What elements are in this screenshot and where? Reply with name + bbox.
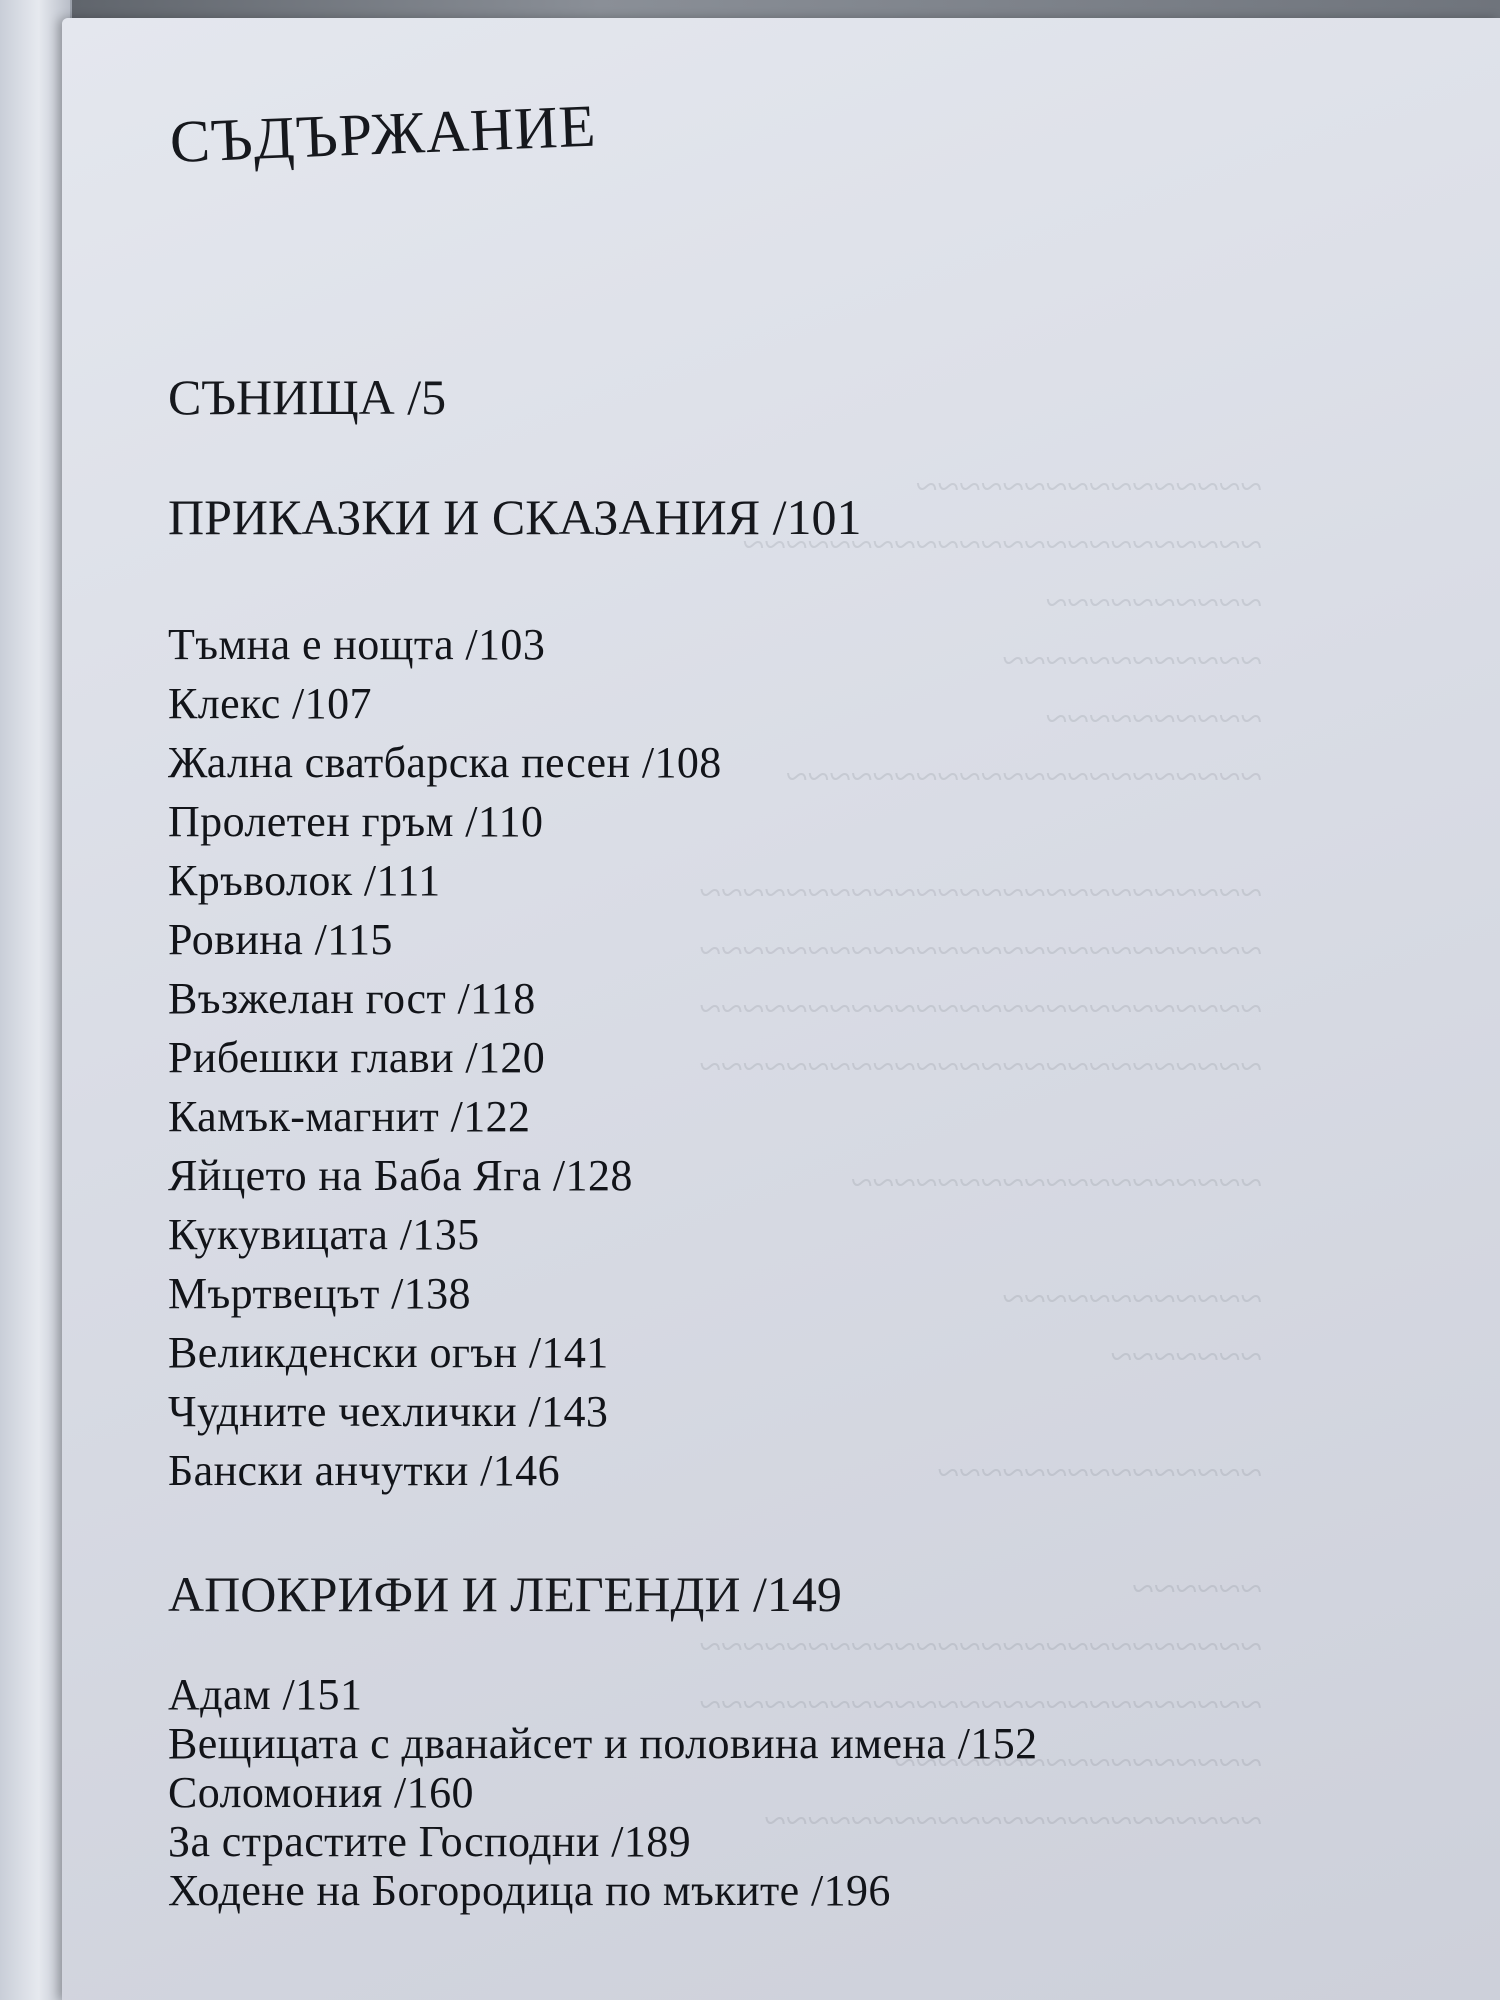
toc-entry: Великденски огън /141 [168,1328,609,1377]
toc-entry: Рибешки глави /120 [168,1033,546,1082]
toc-entry: Бански анчутки /146 [168,1446,560,1495]
section-heading-tales: ПРИКАЗКИ И СКАЗАНИЯ /101 [168,489,862,545]
toc-entry: Мъртвецът /138 [168,1269,471,1318]
section-heading-dreams: СЪНИЩА /5 [168,369,447,425]
toc-entry: Адам /151 [168,1670,363,1719]
toc-entry: Пролетен гръм /110 [168,797,544,846]
toc-entry: Кукувицата /135 [168,1210,480,1259]
toc-title: СЪДЪРЖАНИЕ [168,92,598,175]
toc-entry: Яйцето на Баба Яга /128 [168,1151,633,1200]
toc-entry: Ровина /115 [168,915,393,964]
toc-entry: Соломония /160 [168,1768,474,1817]
toc-entry: Жална сватбарска песен /108 [168,738,722,787]
toc-entry: Възжелан гост /118 [168,974,536,1023]
toc-entry: Кръволок /111 [168,856,441,905]
show-through-text: ~~~~~~~~~~~~~~~~ ~~~~~~~~~~~~~~~~~~~~~~~~ ~~~~~~~~~~ ~~~~~~~~~~~~ ~~~~~~~~~~ ~~~~~~~~~~~~~~~~~~~~~~ ~~~~~~~~~~~~~~~~~~~~~~~~~~ ~~~~~~~~~~~~~~~~~~~~~~~~~~ ~~~~~~~~~~~~~~~~~~~~~~~~~~ ~~~~~~~~~~~~~~~~~~~~~~~~~~ ~~~~~~~~~~~~~~~~~~~ ~~~~~~~~~~~~ ~~~~~~~ ~~~~~~~~~~~~~~~ ~~~~~~ ~~~~~~~~~~~~~~~~~~~~~~~~~~ ~~~~~~~~~~~~~~~~~~~~~~~~~~ ~~~~~~~~~~~~~~~~~ ~~~~~~~~~~~~~~~~~~~~~~~ [699,464,1262,1843]
section-heading-apocrypha: АПОКРИФИ И ЛЕГЕНДИ /149 [168,1566,842,1622]
toc-entry: Клекс /107 [168,679,372,728]
tales-entries-list [168,615,722,1500]
toc-entry: Чудните чехлички /143 [168,1387,609,1436]
apocrypha-entries-list [168,1670,1038,1915]
toc-entry: Камък-магнит /122 [168,1092,531,1141]
toc-entry: Вещицата с дванайсет и половина имена /152 [168,1719,1038,1768]
toc-entry: За страстите Господни /189 [168,1817,692,1866]
toc-entry: Ходене на Богородица по мъките /196 [168,1866,891,1915]
toc-entry: Тъмна е нощта /103 [168,620,546,669]
